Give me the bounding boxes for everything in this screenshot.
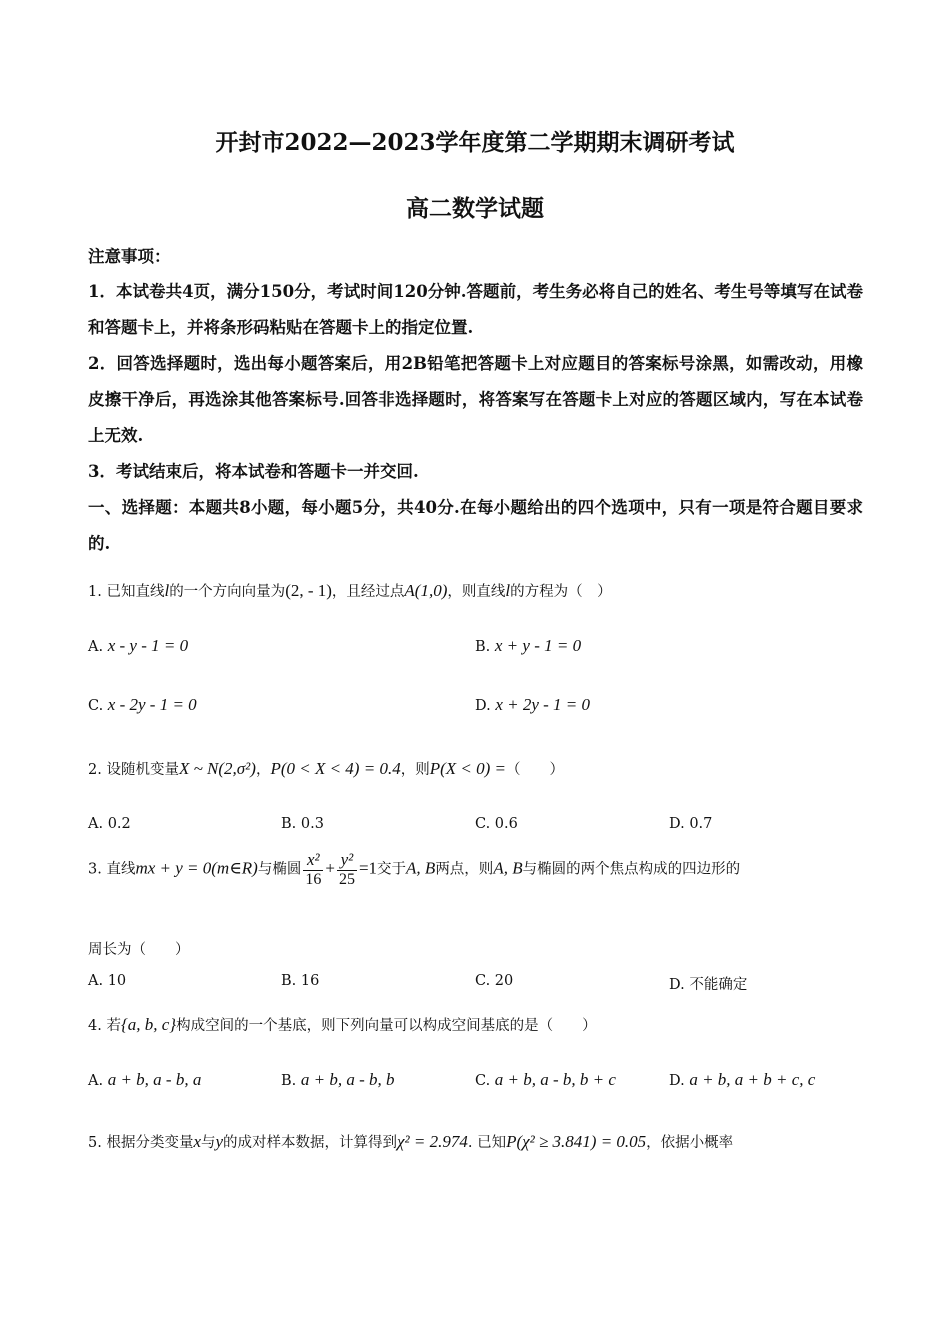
- q4-option-d[interactable]: D. a + b, a + b + c, c: [669, 1070, 816, 1089]
- question-5-stem: 5. 根据分类变量x与y的成对样本数据，计算得到χ² = 2.974. 已知P(χ² ≥ 3.841) = 0.05，依据小概率: [88, 1132, 734, 1151]
- question-3-stem-cont: 周长为（ ）: [88, 942, 190, 958]
- exam-title: 开封市2022—2023学年度第二学期期末调研考试: [215, 129, 735, 156]
- question-1-stem: 1. 已知直线l的一个方向向量为(2, - 1)，且经过点A(1,0)，则直线l的方程为（ ）: [88, 581, 612, 600]
- notes-heading: 注意事项：: [88, 247, 171, 266]
- exam-subtitle: 高二数学试题: [406, 195, 544, 222]
- q2-option-a[interactable]: A. 0.2: [88, 816, 131, 832]
- q4-option-a[interactable]: A. a + b, a - b, a: [88, 1070, 202, 1089]
- question-4-stem: 4. 若{a, b, c}构成空间的一个基底，则下列向量可以构成空间基底的是（ ）: [88, 1015, 597, 1034]
- note-item-2: 2．回答选择题时，选出每小题答案后，用2B铅笔把答题卡上对应题目的答案标号涂黑，如需改动，用橡皮擦干净后，再选涂其他答案标号.回答非选择题时，将答案写在答题卡上对应的答题区域内，写在本试卷上无效.: [88, 354, 863, 445]
- q1-option-d[interactable]: D. x + 2y - 1 = 0: [475, 695, 591, 714]
- q1-option-b[interactable]: B. x + y - 1 = 0: [475, 636, 582, 655]
- note-item-3: 3．考试结束后，将本试卷和答题卡一并交回.: [88, 462, 419, 481]
- q4-option-c[interactable]: C. a + b, a - b, b + c: [475, 1070, 616, 1089]
- q2-option-c[interactable]: C. 0.6: [475, 816, 518, 832]
- q2-option-b[interactable]: B. 0.3: [281, 816, 324, 832]
- q2-option-d[interactable]: D. 0.7: [669, 816, 713, 832]
- q1-option-a[interactable]: A. x - y - 1 = 0: [88, 636, 189, 655]
- q4-option-b[interactable]: B. a + b, a - b, b: [281, 1070, 395, 1089]
- q3-option-d[interactable]: D. 不能确定: [669, 977, 748, 993]
- question-3-stem: 3. 直线mx + y = 0(m∈R)与椭圆 $\frac{\text{x²}}{16}$ + $\frac{\text{y²}}{25}$ =1交于A, B两点，则A, B与椭圆的两个焦点构成的四边形的: [88, 850, 741, 888]
- q3-option-a[interactable]: A. 10: [88, 973, 127, 989]
- q1-option-c[interactable]: C. x - 2y - 1 = 0: [88, 695, 197, 714]
- q3-option-b[interactable]: B. 16: [281, 973, 320, 989]
- fraction-x2-16: $\frac{\text{x²}}{16}$: [305, 850, 322, 888]
- q3-option-c[interactable]: C. 20: [475, 973, 514, 989]
- fraction-y2-25: $\frac{\text{y²}}{25}$: [338, 850, 355, 888]
- question-2-stem: 2. 设随机变量X ~ N(2,σ²)，P(0 < X < 4) = 0.4，则P(X < 0) =（ ）: [88, 759, 564, 778]
- section-heading: 一、选择题：本题共8小题，每小题5分，共40分.在每小题给出的四个选项中，只有一项是符合题目要求的.: [88, 498, 863, 553]
- note-item-1: 1．本试卷共4页，满分150分，考试时间120分钟.答题前，考生务必将自己的姓名、考生号等填写在试卷和答题卡上，并将条形码粘贴在答题卡上的指定位置.: [88, 282, 863, 337]
